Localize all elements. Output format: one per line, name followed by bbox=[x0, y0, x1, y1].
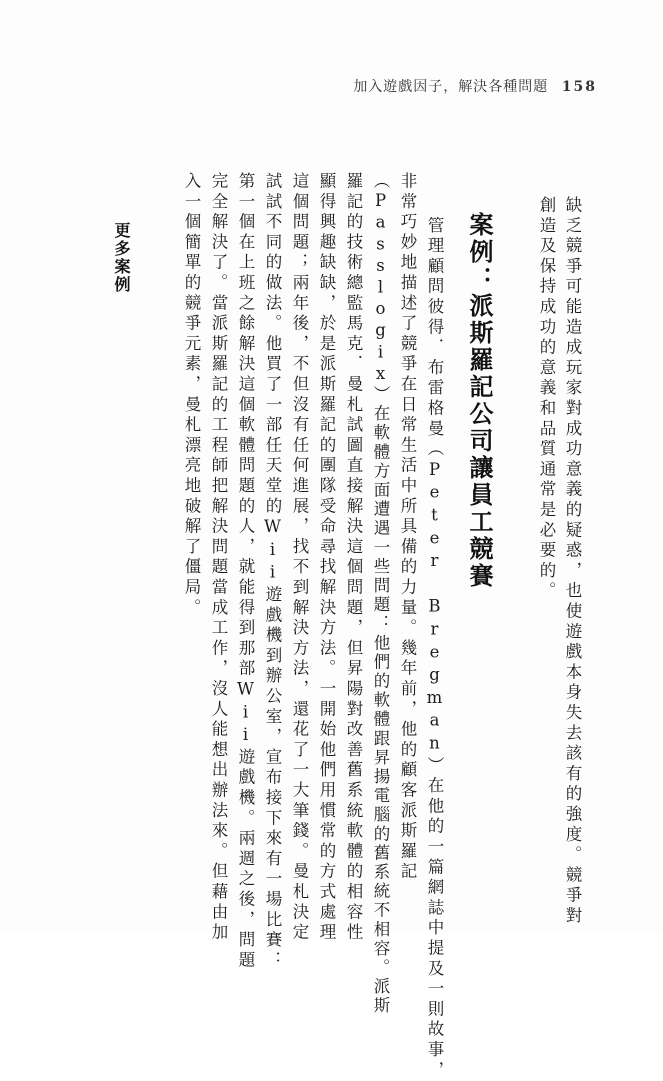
body-line-4: 羅記的技術總監馬克．曼札試圖直接解決這個問題，但昇陽對改善舊系統軟體的相容性 bbox=[344, 172, 363, 944]
body-line-6: 這個問題；兩年後，不但沒有任何進展，找不到解決方法，還花了一大筆錢。曼札決定 bbox=[290, 172, 309, 944]
more-cases-heading: 更多案例 bbox=[112, 222, 131, 294]
intro-line-2: 創造及保持成功的意義和品質通常是必要的。 bbox=[537, 196, 556, 602]
body-line-8: 第一個在上班之餘解決這個軟體問題的人，就能得到那部Wii遊戲機。兩週之後，問題 bbox=[236, 172, 255, 972]
body-line-2: 非常巧妙地描述了競爭在日常生活中所具備的力量。幾年前，他的顧客派斯羅記 bbox=[398, 172, 417, 883]
body-line-3: （Passlogix）在軟體方面遭遇一些問題：他們的軟體跟昇揚電腦的舊系統不相容。派斯 bbox=[371, 172, 390, 1016]
page-number: 158 bbox=[561, 79, 597, 95]
body-line-1: 管理顧問彼得．布雷格曼（Peter Bregman）在他的一篇網誌中提及一則故事， bbox=[425, 196, 444, 1081]
body-line-9: 完全解決了。當派斯羅記的工程師把解決問題當成工作，沒人能想出辦法來。但藉由加 bbox=[209, 172, 228, 944]
body-line-5: 顯得興趣缺缺，於是派斯羅記的團隊受命尋找解決方法。一開始他們用慣常的方式處理 bbox=[317, 172, 336, 944]
running-header bbox=[353, 76, 597, 96]
section-heading: 案例：派斯羅記公司讓員工競賽 bbox=[465, 212, 493, 590]
intro-line-1: 缺乏競爭可能造成玩家對成功意義的疑惑，也使遊戲本身失去該有的強度。競爭對 bbox=[563, 196, 582, 927]
body-line-10: 入一個簡單的競爭元素，曼札漂亮地破解了僵局。 bbox=[182, 172, 201, 619]
body-line-7: 試試不同的做法。他買了一部任天堂的Wii遊戲機到辦公室，宣布接下來有一場比賽： bbox=[263, 172, 282, 972]
chapter-title: 加入遊戲因子，解決各種問題 bbox=[353, 79, 549, 95]
